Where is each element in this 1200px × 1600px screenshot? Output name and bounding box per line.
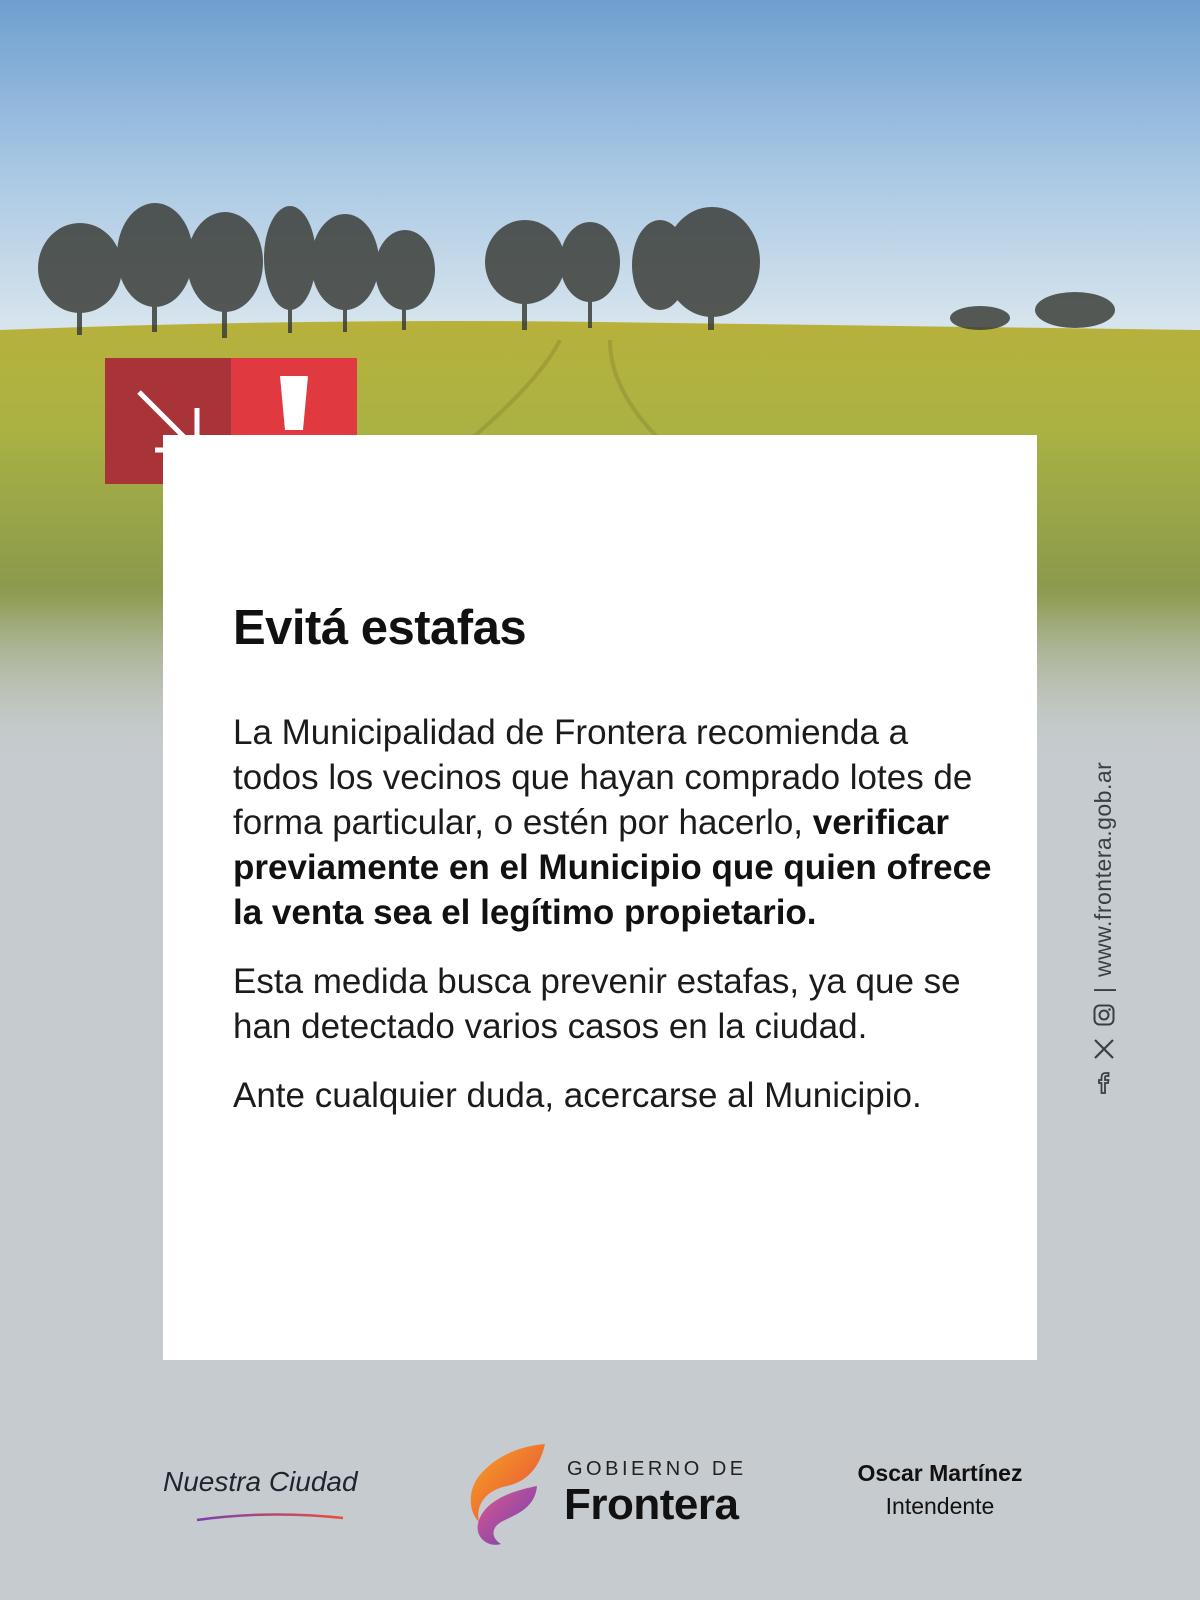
paragraph-1: La Municipalidad de Frontera recomienda a todos los vecinos que hayan comprado lotes de forma particular, o estén por hacerlo, verificar previamente en el Municipio que quien ofrece la venta sea el legítimo propietario. (233, 713, 992, 932)
gov-name: Frontera (564, 1480, 739, 1529)
flame-logo-icon (465, 1442, 557, 1550)
x-icon[interactable] (1092, 1037, 1116, 1061)
nuestra-ciudad-logo (163, 1466, 383, 1498)
mayor-signature (820, 1460, 1060, 1520)
mayor-role: Intendente (885, 1493, 995, 1519)
paragraph-3: Ante cualquier duda, acercarse al Municipio. (233, 1076, 922, 1115)
logo-underline (195, 1510, 345, 1524)
nuestra-ciudad-text: Nuestra Ciudad (163, 1466, 358, 1497)
notice-title: Evitá estafas (233, 601, 527, 655)
instagram-icon[interactable] (1092, 1003, 1116, 1027)
facebook-icon[interactable] (1092, 1071, 1116, 1095)
mayor-name: Oscar Martínez (857, 1460, 1023, 1486)
website-link[interactable]: www.frontera.gob.ar (1090, 761, 1116, 978)
notice-body (233, 710, 993, 1142)
highlighted-text: verificar previamente en el Municipio que quien ofrece la venta sea el legítimo propietario. (233, 803, 992, 932)
social-sidebar (1090, 762, 1117, 1095)
gov-label: GOBIERNO DE (567, 1458, 747, 1480)
notice-card (163, 435, 1037, 1360)
separator: | (1090, 987, 1116, 993)
paragraph-2: Esta medida busca prevenir estafas, ya que se han detectado varios casos en la ciudad. (233, 962, 961, 1046)
